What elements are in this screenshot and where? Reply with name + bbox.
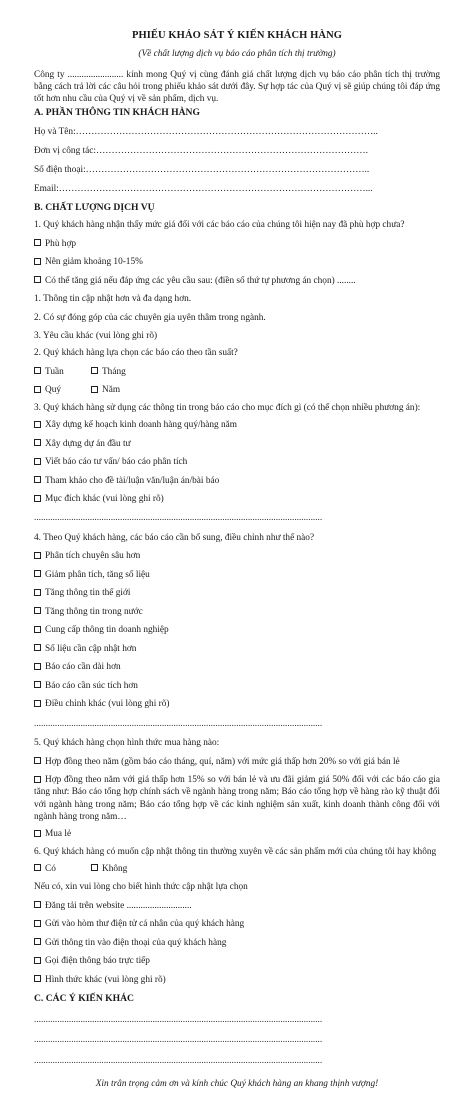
q3-option[interactable]: Tham khảo cho đề tài/luận văn/luận án/bài báo [34, 475, 440, 488]
q5-option[interactable]: Hợp đồng theo năm với giá thấp hơn 15% so với bán lẻ và ưu đãi giảm giá 50% đối với các báo cáo gia tăng như: Báo cáo tổng hợp chính sách về ngành hàng trong năm; Báo cáo tổng hợp về hàng rào kỹ thuật đối với ngành hàng trong năm; Báo cáo tổng hợp về các kinh nghiệm sản xuất, kinh doanh thành công đối với ngành hàng trong năm… [34, 775, 440, 822]
checkbox[interactable] [34, 570, 41, 577]
checkbox[interactable] [34, 626, 41, 633]
page-title: PHIẾU KHẢO SÁT Ý KIẾN KHÁCH HÀNG [131, 30, 343, 41]
checkbox[interactable] [34, 276, 41, 283]
checkbox[interactable] [34, 957, 41, 964]
checkbox[interactable] [34, 938, 41, 945]
q3-option[interactable]: Mục đích khác (vui lòng ghi rõ) [34, 493, 440, 506]
q4-option[interactable]: Báo cáo cần súc tích hơn [34, 680, 440, 693]
checkbox[interactable] [34, 644, 41, 651]
name-field[interactable]: Họ và Tên:…………………………………………………………………………………….. [34, 126, 378, 137]
checkbox[interactable] [34, 901, 41, 908]
q4-option[interactable]: Phân tích chuyên sâu hơn [34, 550, 440, 563]
q4-option[interactable]: Giảm phân tích, tăng số liệu [34, 569, 440, 582]
page-subtitle: (Về chất lượng dịch vụ báo cáo phân tích thị trường) [138, 49, 336, 60]
q6-no-option[interactable]: Không [91, 863, 127, 876]
checkbox[interactable] [34, 386, 41, 393]
checkbox[interactable] [91, 367, 98, 374]
question-6: 6. Quý khách hàng có muốn cập nhật thông tin thường xuyên về các sản phẩm mới của chúng tôi hay không [34, 846, 437, 857]
question-4: 4. Theo Quý khách hàng, các báo cáo cần bổ sung, điều chỉnh như thế nào? [34, 532, 315, 543]
checkbox[interactable] [34, 757, 41, 764]
question-3: 3. Quý khách hàng sử dụng các thông tin trong báo cáo cho mục đích gì (có thể chọn nhiều phương án): [34, 402, 421, 413]
q6-option[interactable]: Hình thức khác (vui lòng ghi rõ) [34, 974, 440, 987]
q4-option[interactable]: Báo cáo cần dài hơn [34, 661, 440, 674]
q1-sub-item: 1. Thông tin cập nhật hơn và đa dạng hơn. [34, 294, 192, 305]
checkbox[interactable] [91, 864, 98, 871]
checkbox[interactable] [34, 495, 41, 502]
comment-line[interactable]: ............................................................................................................................ [34, 1055, 323, 1066]
q2-row [34, 384, 440, 397]
q1-option[interactable]: Nên giảm khoảng 10-15% [34, 256, 440, 269]
checkbox[interactable] [34, 589, 41, 596]
section-c-heading: C. CÁC Ý KIẾN KHÁC [34, 993, 134, 1005]
closing-message: Xin trân trọng cảm ơn và kính chúc Quý khách hàng an khang thịnh vượng! [95, 1079, 379, 1090]
checkbox[interactable] [91, 386, 98, 393]
question-1: 1. Quý khách hàng nhận thấy mức giá đối với các báo cáo của chúng tôi hiện nay đã phù hợp chưa? [34, 220, 405, 231]
q6-option[interactable]: Gọi điện thông báo trực tiếp [34, 955, 440, 968]
phone-field[interactable]: Số điện thoại:……………………………………………………………………………….. [34, 164, 370, 175]
checkbox[interactable] [34, 239, 41, 246]
q2-option[interactable]: Quý [34, 384, 91, 397]
checkbox[interactable] [34, 864, 41, 871]
checkbox[interactable] [34, 458, 41, 465]
q6-yes-option[interactable]: Có [34, 863, 91, 876]
checkbox[interactable] [34, 776, 41, 783]
q1-sub-item: 2. Có sự đóng góp của các chuyên gia uyên thâm trong ngành. [34, 312, 266, 323]
q3-option[interactable]: Xây dựng dự án đầu tư [34, 438, 440, 451]
checkbox[interactable] [34, 681, 41, 688]
checkbox[interactable] [34, 830, 41, 837]
comment-line[interactable]: ............................................................................................................................ [34, 1015, 323, 1026]
q3-option[interactable]: Xây dựng kế hoạch kinh doanh hàng quý/hàng năm [34, 419, 440, 432]
q6-follow-up: Nếu có, xin vui lòng cho biết hình thức cập nhật lựa chọn [34, 882, 248, 893]
checkbox[interactable] [34, 920, 41, 927]
q2-row [34, 366, 440, 379]
checkbox[interactable] [34, 476, 41, 483]
q6-option[interactable]: Đăng tải trên website ............................ [34, 900, 440, 913]
q1-option[interactable]: Phù hợp [34, 238, 440, 251]
q6-yes-no-row [34, 863, 440, 876]
q5-option[interactable]: Mua lẻ [34, 828, 440, 841]
comment-line[interactable]: ............................................................................................................................ [34, 1035, 323, 1046]
q1-option[interactable]: Có thể tăng giá nếu đáp ứng các yêu cầu sau: (điền số thứ tự phương án chọn) ........ [34, 275, 440, 288]
email-field[interactable]: Email:………………………………………………………………………………………... [34, 183, 373, 194]
section-a-heading: A. PHẦN THÔNG TIN KHÁCH HÀNG [34, 107, 200, 119]
q4-option[interactable]: Tăng thông tin thế giới [34, 587, 440, 600]
intro-paragraph: Công ty ........................ kính mong Quý vị cùng đánh giá chất lượng dịch vụ báo cáo phân tích thị trường bằng cách trả lời các câu hỏi trong phiếu khảo sát dưới đây. Sự hợp tác của Quý vị sẽ giúp chúng tôi đáp ứng tốt hơn nhu cầu của Quý vị về sản phẩm, dịch vụ. [34, 69, 440, 105]
q4-answer-line[interactable]: ............................................................................................................................ [34, 718, 323, 729]
q6-option[interactable]: Gửi thông tin vào điện thoại của quý khách hàng [34, 937, 440, 950]
q2-option[interactable]: Tháng [91, 366, 126, 379]
q4-option[interactable]: Tăng thông tin trong nước [34, 606, 440, 619]
q4-option[interactable]: Cung cấp thông tin doanh nghiệp [34, 624, 440, 637]
q3-answer-line[interactable]: ............................................................................................................................ [34, 513, 323, 524]
question-2: 2. Quý khách hàng lựa chọn các báo cáo theo tần suất? [34, 348, 238, 359]
section-b-heading: B. CHẤT LƯỢNG DỊCH VỤ [34, 202, 155, 214]
checkbox[interactable] [34, 607, 41, 614]
q3-option[interactable]: Viết báo cáo tư vấn/ báo cáo phân tích [34, 456, 440, 469]
checkbox[interactable] [34, 700, 41, 707]
question-5: 5. Quý khách hàng chọn hình thức mua hàng nào: [34, 738, 220, 749]
q2-option[interactable]: Năm [91, 384, 120, 397]
q5-option[interactable]: Hợp đồng theo năm (gồm báo cáo tháng, quí, năm) với mức giá thấp hơn 20% so với giá bán lẻ [34, 756, 440, 769]
q4-option[interactable]: Số liệu cần cập nhật hơn [34, 643, 440, 656]
q4-option[interactable]: Điều chỉnh khác (vui lòng ghi rõ) [34, 698, 440, 711]
q1-sub-item: 3. Yêu cầu khác (vui lòng ghi rõ) [34, 330, 158, 341]
checkbox[interactable] [34, 421, 41, 428]
checkbox[interactable] [34, 258, 41, 265]
checkbox[interactable] [34, 975, 41, 982]
checkbox[interactable] [34, 552, 41, 559]
checkbox[interactable] [34, 367, 41, 374]
checkbox[interactable] [34, 663, 41, 670]
q2-option[interactable]: Tuần [34, 366, 91, 379]
q6-option[interactable]: Gửi vào hòm thư điện tử cá nhân của quý khách hàng [34, 918, 440, 931]
company-field[interactable]: Đơn vị công tác:……………………………………………………………………………. [34, 145, 368, 156]
checkbox[interactable] [34, 439, 41, 446]
